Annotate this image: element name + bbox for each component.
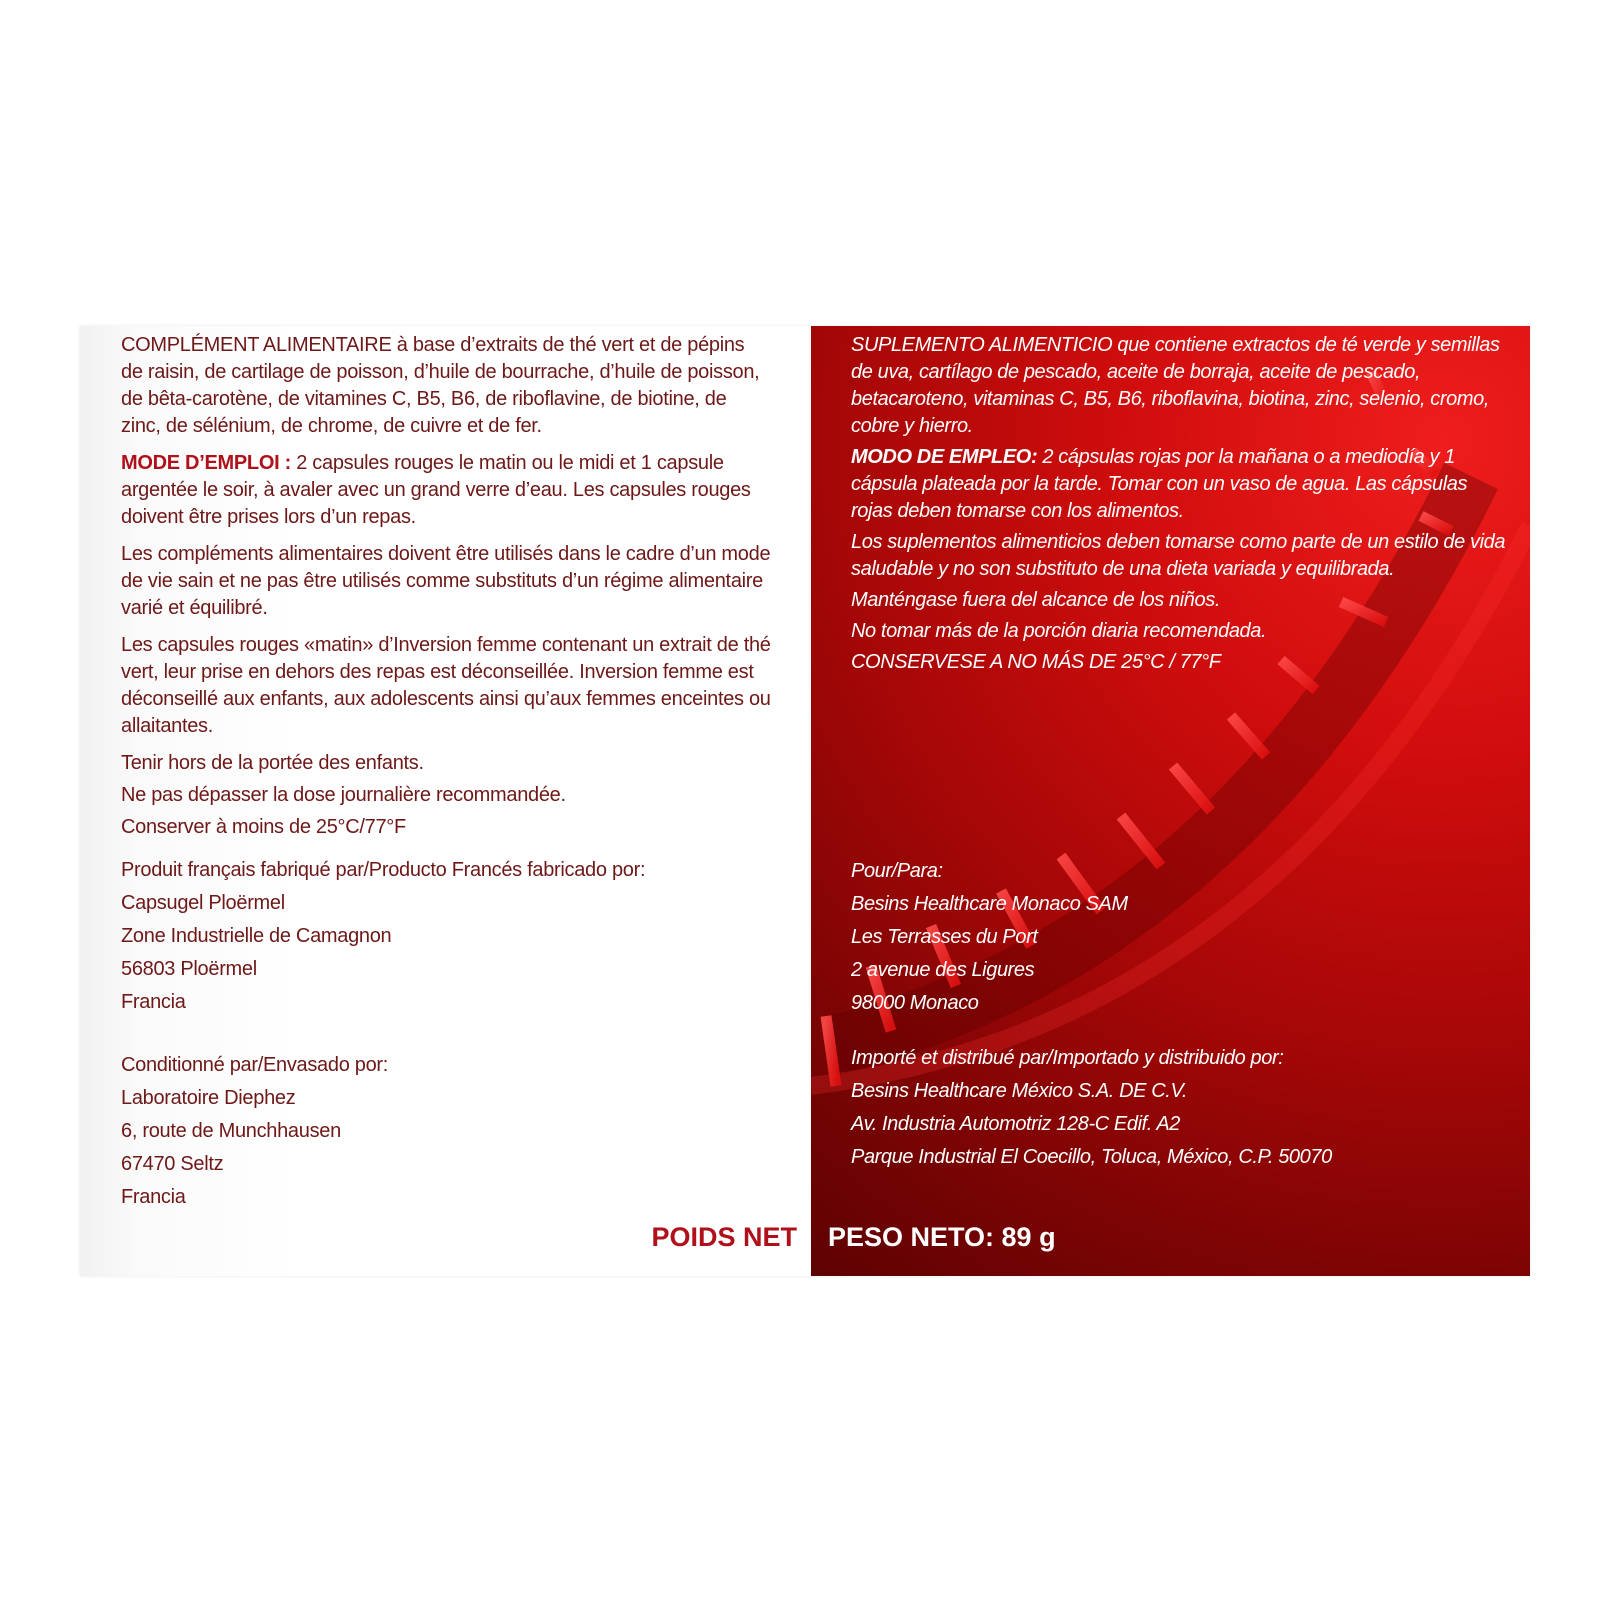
- spanish-children-warning: Manténgase fuera del alcance de los niños.: [851, 589, 1221, 611]
- manufacturer-address: [121, 854, 771, 1019]
- package-label-panel: [80, 326, 1530, 1276]
- distributor-monaco-address: [851, 855, 1511, 1020]
- monaco-building: Les Terrasses du Port: [851, 926, 1038, 948]
- manufacturer-name: Capsugel Ploërmel: [121, 892, 285, 914]
- net-weight-label-fr: POIDS NET: [651, 1222, 797, 1252]
- importer-address: [851, 1042, 1511, 1174]
- french-lifestyle-paragraph: Les compléments alimentaires doivent être utilisés dans le cadre d’un mode de vie sain et ne pas être utilisés comme substituts d’un régime alimentaire varié et équilibré.: [121, 543, 771, 619]
- importer-heading: Importé et distribué par/Importado y distribuido por:: [851, 1047, 1284, 1069]
- for-heading: Pour/Para:: [851, 860, 943, 882]
- spanish-mode-text: 2 cápsulas rojas por la mañana o a mediodía y 1 cápsula plateada por la tarde. Tomar con un vaso de agua. Las cápsulas rojas deben tomarse con los alimentos.: [851, 446, 1468, 522]
- french-dose-warning: Ne pas dépasser la dose journalière recommandée.: [121, 784, 566, 806]
- packager-name: Laboratoire Diephez: [121, 1087, 296, 1109]
- packager-heading: Conditionné par/Envasado por:: [121, 1054, 389, 1076]
- packager-country: Francia: [121, 1186, 186, 1208]
- french-mode-text: 2 capsules rouges le matin ou le midi et 1 capsule argentée le soir, à avaler avec un grand verre d’eau. Les capsules rouges doivent être prises lors d’un repas.: [121, 452, 751, 528]
- spanish-ingredients: SUPLEMENTO ALIMENTICIO que contiene extractos de té verde y semillas de uva, cartílago de pescado, aceite de borraja, aceite de pescado, betacaroteno, vitaminas C, B5, B6, riboflavina, biotina, zinc, selenio, cromo, cobre y hierro.: [851, 334, 1500, 437]
- french-children-warning: Tenir hors de la portée des enfants.: [121, 752, 424, 774]
- french-product-type: COMPLÉMENT ALIMENTAIRE: [121, 334, 392, 356]
- spanish-text-panel: [811, 326, 1530, 1276]
- net-weight-label-es: PESO NETO: 89 g: [828, 1222, 1056, 1252]
- importer-city: Parque Industrial El Coecillo, Toluca, México, C.P. 50070: [851, 1146, 1332, 1168]
- french-mode-label: MODE D’EMPLOI :: [121, 452, 291, 474]
- monaco-city: 98000 Monaco: [851, 992, 979, 1014]
- manufacturer-street: Zone Industrielle de Camagnon: [121, 925, 392, 947]
- monaco-street: 2 avenue des Ligures: [851, 959, 1035, 981]
- manufacturer-heading: Produit français fabriqué par/Producto Francés fabricado por:: [121, 859, 646, 881]
- french-warning-paragraph: Les capsules rouges «matin» d’Inversion femme contenant un extrait de thé vert, leur prise en dehors des repas est déconseillée. Inversion femme est déconseillé aux enfants, aux adolescents ainsi qu’aux femmes enceintes ou allaitantes.: [121, 634, 771, 737]
- french-ingredients: à base d’extraits de thé vert et de pépins de raisin, de cartilage de poisson, d’huile de bourrache, d’huile de poisson, de bêta-carotène, de vitamines C, B5, B6, de riboflavine, de biotine, de zinc, de sélénium, de chrome, de cuivre et de fer.: [121, 334, 760, 437]
- packager-city: 67470 Seltz: [121, 1153, 224, 1175]
- importer-street: Av. Industria Automotriz 128-C Edif. A2: [851, 1113, 1180, 1135]
- french-composition: [121, 332, 771, 851]
- spanish-composition: [851, 332, 1511, 686]
- manufacturer-city: 56803 Ploërmel: [121, 958, 257, 980]
- spanish-storage: CONSERVESE A NO MÁS DE 25°C / 77°F: [851, 651, 1221, 673]
- packager-address: [121, 1049, 771, 1214]
- packager-street: 6, route de Munchhausen: [121, 1120, 341, 1142]
- monaco-company-name: Besins Healthcare Monaco SAM: [851, 893, 1128, 915]
- french-text-panel: [80, 326, 811, 1276]
- spanish-lifestyle-paragraph: Los suplementos alimenticios deben tomarse como parte de un estilo de vida saludable y no son substituto de una dieta variada y equilibrada.: [851, 531, 1506, 580]
- spanish-mode-label: MODO DE EMPLEO:: [851, 446, 1038, 468]
- importer-name: Besins Healthcare México S.A. DE C.V.: [851, 1080, 1188, 1102]
- manufacturer-country: Francia: [121, 991, 186, 1013]
- french-storage: Conserver à moins de 25°C/77°F: [121, 816, 406, 838]
- spanish-dose-warning: No tomar más de la porción diaria recomendada.: [851, 620, 1267, 642]
